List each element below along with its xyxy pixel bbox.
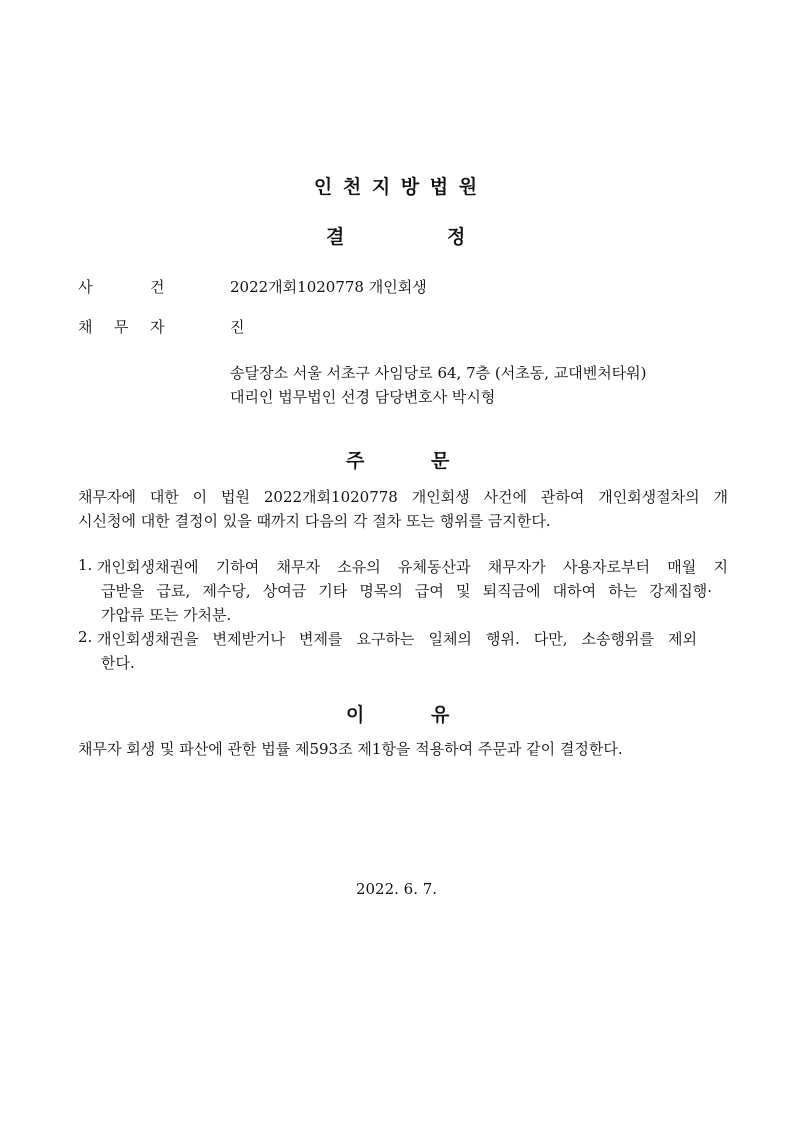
order-intro-line-2: 시신청에 대한 결정이 있을 때까지 다음의 각 절차 또는 행위를 금지한다.: [78, 512, 551, 530]
reason-text: 채무자 회생 및 파산에 관한 법률 제593조 제1항을 적용하여 주문과 같이 결정한다.: [78, 740, 623, 758]
debtor-label-1: 채: [78, 318, 93, 336]
court-name: 인 천 지 방 법 원: [313, 176, 480, 198]
order-intro-line-1: 채무자에 대한 이 법원 2022개회1020778 개인회생 사건에 관하여 개인회생절차의 개: [78, 488, 728, 506]
order-heading-left: 주: [346, 450, 365, 472]
decision-date: 2022. 6. 7.: [355, 880, 438, 898]
reason-heading-right: 유: [431, 704, 450, 726]
case-label-1: 사: [78, 278, 93, 296]
order-heading-right: 문: [431, 450, 450, 472]
debtor-label-2: 무: [114, 318, 129, 336]
debtor-agent: 대리인 법무법인 선경 담당변호사 박시형: [230, 388, 496, 406]
reason-heading-left: 이: [346, 704, 365, 726]
order-item-1-line-2: 급받을 급료, 제수당, 상여금 기타 명목의 급여 및 퇴직금에 대하여 하는 강제집행·: [101, 582, 712, 600]
order-item-1-number: 1.: [78, 556, 93, 574]
debtor-name: 진: [230, 318, 245, 336]
debtor-address: 송달장소 서울 서초구 사임당로 64, 7층 (서초동, 교대벤처타워): [230, 364, 647, 382]
order-item-2-number: 2.: [78, 628, 93, 646]
case-number: 2022개회1020778 개인회생: [230, 278, 427, 296]
order-item-2-line-1: 개인회생채권을 변제받거나 변제를 요구하는 일체의 행위. 다만, 소송행위를 제외: [97, 630, 697, 648]
doc-title-left: 결: [326, 226, 345, 248]
case-label-2: 건: [150, 278, 165, 296]
doc-title-right: 정: [447, 226, 466, 248]
order-item-1-line-1: 개인회생채권에 기하여 채무자 소유의 유체동산과 채무자가 사용자로부터 매월 지: [97, 558, 728, 576]
debtor-label-3: 자: [150, 318, 165, 336]
order-item-1-line-3: 가압류 또는 가처분.: [101, 606, 232, 624]
order-item-2-line-2: 한다.: [101, 654, 135, 672]
